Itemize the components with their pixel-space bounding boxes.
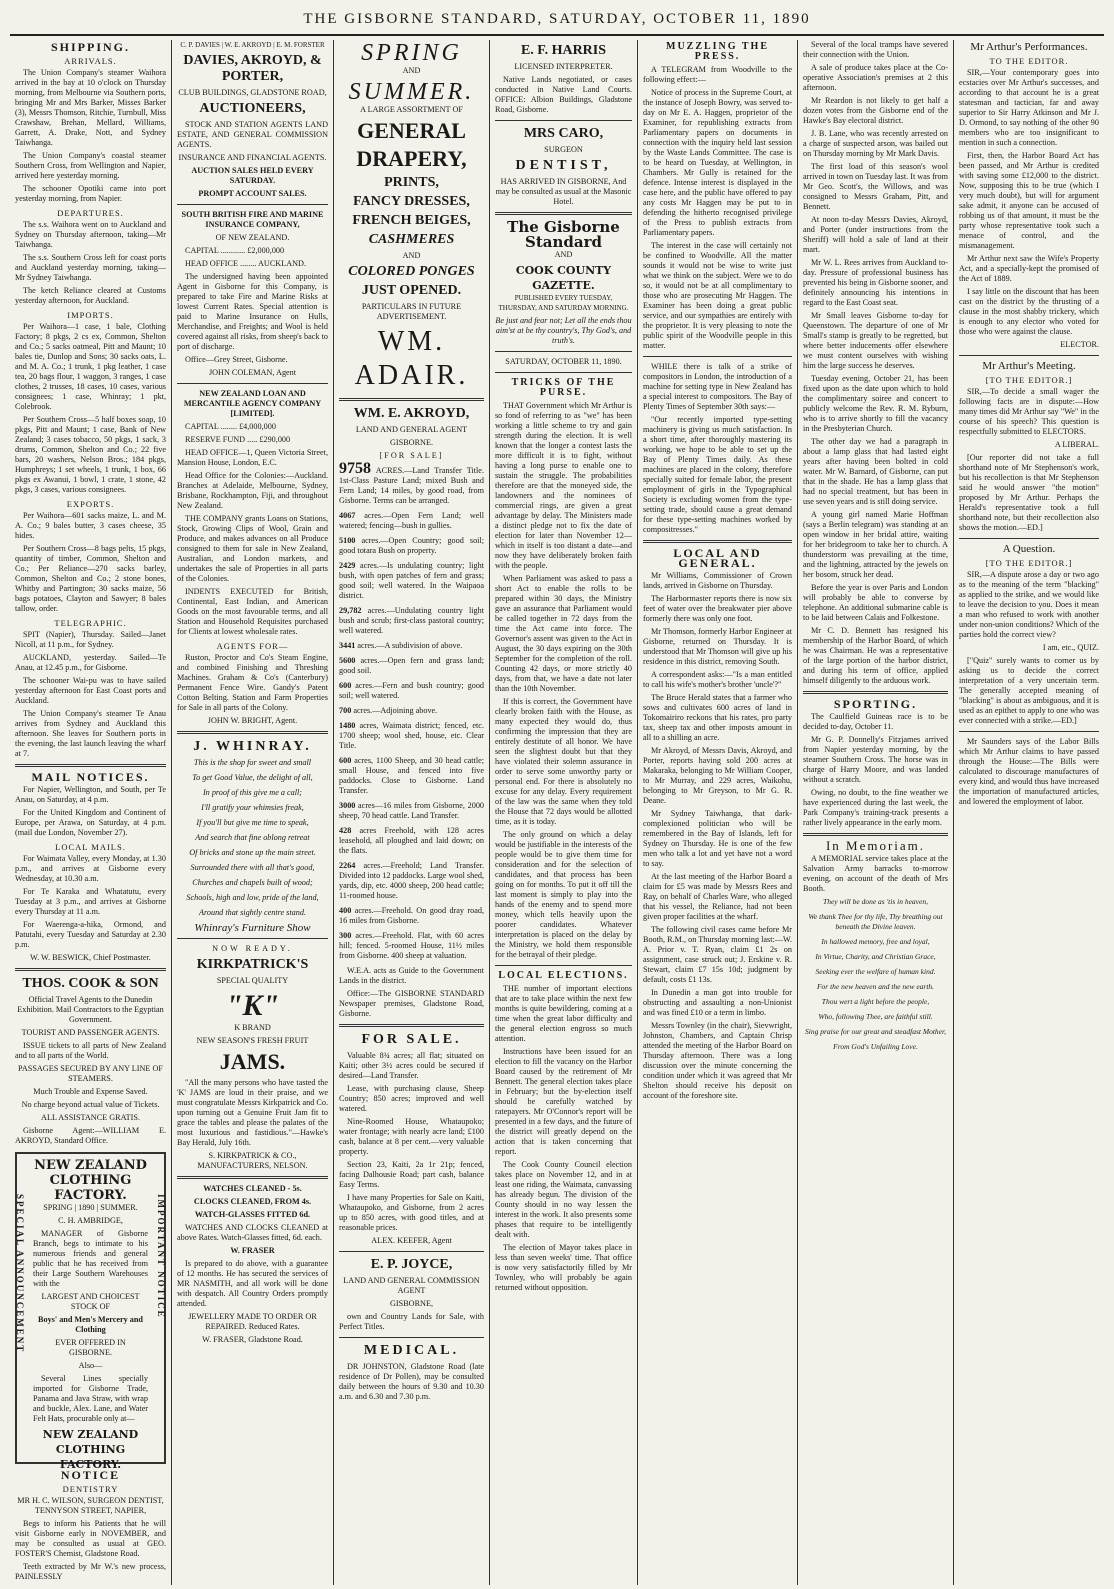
property-item: 9758 ACRES.—Land Transfer Title. 1st-Class Pasture Land; mixed Bush and Fern Land; 14 miles, by good road, from Gisborne. Terms can be arranged. <box>339 460 484 505</box>
column-5 <box>638 40 798 1585</box>
columns <box>10 40 1104 1585</box>
property-item: 2429 acres.—Is undulating country; light bush, with open patches of fern and grass; good soil; well watered. In the Waipaoa district. <box>339 561 485 600</box>
editorial-paragraph: When Parliament was asked to pass a short Act to enable the rolls to be prepared within 30 days, the Ministry gave an assurance that Parliament would be called together in 72 days from the time the Act came into force. The Governor's assent was given to the Act in August, the 30 days expiring on the 30th September for the completion of the roll. Counting 42 days, or more strictly 40 days, from that, we have a date not later than the 10th November. <box>495 574 632 693</box>
verse-line: In Virtue, Charity, and Christian Grace, <box>815 952 936 961</box>
joyce-name: E. P. JOYCE, <box>370 1257 453 1272</box>
sb-capital: CAPITAL ............ £2,000,000 <box>185 246 285 255</box>
departures-heading: DEPARTURES. <box>57 208 124 218</box>
letter-paragraph: I say little on the discount that has been cast on the district by the thrusting of a clause in the most shabby trickery, which is enough to any elector who voted for those who were against the clause. <box>959 287 1099 336</box>
clocks-price: CLOCKS CLEANED, FROM 4s. <box>193 1197 312 1206</box>
memoriam-intro: A MEMORIAL service takes place at the Salvation Army barracks to-morrow evening, on account of the death of Mrs Booth. <box>803 854 948 893</box>
local-item: J. B. Lane, who was recently arrested on a charge of suspected arson, was bailed out on Thursday morning by Mr Mark Davis. <box>803 129 948 158</box>
clothing-body: MANAGER of Gisborne Branch, begs to intimate to his numerous friends and general public that he has received from their Large Southern Warehouses with the <box>33 1229 148 1288</box>
agents-heading: AGENTS FOR— <box>216 641 289 651</box>
harris-sub: LICENSED INTERPRETER. <box>514 62 613 71</box>
cook-line: TOURIST AND PASSENGER AGENTS. <box>21 1028 160 1037</box>
local-item: The following civil cases came before Mr Booth, R.M., on Thursday morning last:—W. A. Prior v. T. Ryan, claim £1 2s on assignment, case struck out; J. Erskine v. R. Stewart, claim £7 15s 10d; judgment by default, costs £1 13s. <box>643 925 792 984</box>
wea-note: W.E.A. acts as Guide to the Government Lands in the district. <box>339 966 484 985</box>
agents-sign: JOHN W. BRIGHT, Agent. <box>207 716 298 725</box>
verse-line: Sing praise for our great and steadfast Mother, <box>805 1027 946 1036</box>
cook-line: Gisborne Agent:—WILLIAM E. AKROYD, Standard Office. <box>15 1126 166 1145</box>
local-item: Mr Small leaves Gisborne to-day for Queenstown. The departure of one of Mr Small's stamp is greatly to be regretted, but where better inducements offer elsewhere we must content ourselves with wishing him the large success he deserves. <box>803 311 948 370</box>
column-3 <box>334 40 490 1585</box>
editorial-paragraph: THAT Government which Mr Arthur is so fond of referring to as "we" has been working a little scheme to try and gain strength during the election. It is well known that the longer a contest lasts the more difficult it is to fight, without having a long purse to enable one to sustain the struggle. The probabilities therefore are that the moneyed side, the landowners and the nominees of commercial rings, are given a great advantage by delay. The Ministers made a distinct pledge not to fix the date of election for later than November 12—which in itself is too distant a date—and now they have deliberately broken faith with the people. <box>495 401 632 570</box>
cook-line: Official Travel Agents to the Dunedin Exhibition. Mail Contractors to the Egyptian Government. <box>17 995 164 1024</box>
divider <box>803 691 948 694</box>
property-item: 5600 acres.—Open fern and grass land; good soil. <box>339 656 485 675</box>
verse-line: They will be done as 'tis in heaven, <box>823 897 928 906</box>
fraser-name: W. FRASER <box>230 1246 275 1255</box>
partners: C. P. DAVIES | W. E. AKROYD | E. M. FORSTER <box>180 41 325 49</box>
joyce-gisborne: GISBORNE, <box>390 1299 433 1308</box>
editorial-paragraph: If this is correct, the Government have clearly broken faith with the House, as many expected they would do, thus confirming the impression that they are entirely destitute of all honor. We have seen the slightest doubt but that they have violated their solemn assurance in order to serve some unworthy party or personal end. For there is absolutely no excuse for any delay. Every requirement of the law was the same when they told the House that 72 days would be allotted time, as it is today. <box>495 697 632 826</box>
telegraphic-item: AUCKLAND, yesterday. Sailed—Te Anau, at 12.45 p.m., for Gisborne. <box>15 653 166 672</box>
divider <box>177 1176 328 1179</box>
verse-line: Surrounded there with all that's good, <box>190 863 315 872</box>
local-elections-heading: LOCAL ELECTIONS. <box>498 970 629 981</box>
meeting-heading: Mr Arthur's Meeting. <box>982 360 1076 372</box>
telegraphic-item: The schooner Wai-pu was to have sailed yesterday afternoon for East Coast ports and Auckland. <box>15 676 166 705</box>
jams: JAMS. <box>219 1049 286 1074</box>
mail-item: For Waimata Valley, every Monday, at 1.30 p.m., and arrives at Gisborne every Wednesday, at 10.30 a.m. <box>15 854 166 883</box>
verse-line: If you'll but give me time to speak, <box>196 818 309 827</box>
clothing-footer: NEW ZEALAND CLOTHING FACTORY. <box>42 1428 139 1471</box>
watches-price: WATCHES CLEANED - 5s. <box>203 1184 302 1193</box>
joyce-sub: LAND AND GENERAL COMMISSION AGENT <box>343 1276 480 1295</box>
fraser-more: Is prepared to do above, with a guarantee of 12 months. He has secured the services of MR NASMITH, and all work will be done with despatch. All Country Orders promptly attended. <box>177 1259 328 1308</box>
notice-heading: NOTICE <box>60 1468 121 1482</box>
letter-paragraph: SIR,—To decide a small wager the following facts are in dispute:—How many times did Mr Arthur say "We" in the course of his speech? This question is respectfully submitted to ELECTORS. <box>959 387 1099 436</box>
akroyd-name: WM. E. AKROYD, <box>353 406 470 421</box>
insurance: INSURANCE AND FINANCIAL AGENTS. <box>178 153 327 162</box>
sb-body: The undersigned having been appointed Agent in Gisborne for this Company, is prepared to take Fire and Marine Risks at lowest Current Rates. Special attention is paid to Marine Insurance on Hulls, Merchandise, and Freights; and Wool is held covered against all risks, from sheep's back to port of discharge. <box>177 272 328 351</box>
whinray-verse <box>177 758 328 918</box>
cook-line: No charge beyond actual value of Tickets. <box>21 1100 160 1109</box>
sb-sub: OF NEW ZEALAND. <box>215 233 290 242</box>
harris-name: E. F. HARRIS <box>520 43 607 58</box>
divider <box>339 1024 484 1027</box>
dentist-line: Begs to inform his Patients that he will visit Gisborne early in NOVEMBER, and may be consulted as usual at GEO. FOSTER'S Chemist, Gladstone Road. <box>15 1519 166 1558</box>
clothing-season: SPRING | 1890 | SUMMER. <box>43 1203 138 1212</box>
divider <box>177 938 328 939</box>
editorial-paragraph: The only ground on which a delay would be justifiable in the interests of the people would be to give them time for consideration and for the selection of candidates, and that process has been going on for months. To put it off till the last moment is simply to play into the hands of the enemy and to spend more money, which tells heavily upon the poorer candidates. Whatever interpretation is placed on the delay by the Ministry, we hold them responsible for the betrayal of their pledge. <box>495 830 632 959</box>
harris-body: Native Lands negotiated, or cases conducted in Native Land Courts. OFFICE: Albion Buildings, Gladstone Road, Gisborne. <box>495 75 632 114</box>
sporting-heading: SPORTING. <box>833 697 918 711</box>
muzzling-heading: MUZZLING THE PRESS. <box>666 41 769 62</box>
arrival-item: The Union Company's steamer Waihora arrived in the bay at 10 o'clock on Thursday morning, from Melbourne via Southern ports, bringing Mr and Mrs Barker, Misses Barker (3), Messrs Thomson, Ritchie, Turnbull, Miss Crawshaw, Brehan, Mellard, Williams, Garrett, A. Drake, Nott, and Sydney Taiwhanga. <box>15 68 166 147</box>
medical-body: DR JOHNSTON, Gladstone Road (late residence of Dr Pollen), may be consulted daily between the hours of 9.30 and 10.30 a.m. and 6.30 and 7.30 p.m. <box>339 1362 484 1401</box>
property-item: 400 acres.—Freehold. On good dray road, 16 miles from Gisborne. <box>339 906 484 925</box>
divider <box>643 540 792 543</box>
question-heading: A Question. <box>1002 543 1056 555</box>
imports-heading: IMPORTS. <box>67 310 114 320</box>
verse-line: Who, following Thee, are faithful still. <box>818 1012 933 1021</box>
cashmeres: CASHMERES <box>368 232 455 247</box>
property-item: 3441 acres.—A subdivision of above. <box>339 641 463 650</box>
clothing-goods: Boys' and Men's Mercery and Clothing <box>38 1315 143 1334</box>
muzzling-paragraph: A TELEGRAM from Woodville to the following effect:— <box>643 65 792 84</box>
verse-line: And search that fine oblong retreat <box>195 833 310 842</box>
mail-item: For the United Kingdom and Continent of Europe, per Arawa, on Saturday, at 4 p.m. (mail due London, November 27). <box>15 808 166 837</box>
local-mails-heading: LOCAL MAILS. <box>55 842 126 852</box>
verse-line: From God's Unfailing Love. <box>833 1042 918 1051</box>
verse-line: I'll gratify your whimsies freak, <box>201 803 304 812</box>
vertical-notice: IMPORTANT NOTICE <box>156 1194 166 1319</box>
cook-line: Much Trouble and Expense Saved. <box>33 1087 148 1096</box>
auctioneers: AUCTIONEERS, <box>199 101 306 116</box>
memoriam-verse <box>803 897 948 1052</box>
divider <box>495 120 632 121</box>
divider <box>177 204 328 205</box>
elections-paragraph: Instructions have been issued for an election to fill the vacancy on the Harbor Board caused by the retirement of Mr Bennett. The general election takes place in February; but the by-election itself should be carefully watched by ratepayers. Mr O'Connor's report will be presented in a few days, and the future of the district will greatly depend on the action that is taken concerning that report. <box>495 1047 632 1156</box>
paper-pub: PUBLISHED EVERY TUESDAY, THURSDAY, AND SATURDAY MORNING. <box>498 294 629 312</box>
mail-heading: MAIL NOTICES. <box>31 770 150 784</box>
arrival-item: The Union Company's coastal steamer Southern Cross, from Wellington and Napier, arrived here yesterday morning. <box>15 151 166 180</box>
local-general-heading: LOCAL AND GENERAL. <box>673 546 762 570</box>
fraser-sign: W. FRASER, Gladstone Road. <box>202 1335 303 1344</box>
property-list <box>339 460 485 961</box>
medical-heading: MEDICAL. <box>363 1343 460 1358</box>
local-item: A sale of produce takes place at the Co-operative Association's premises at 2 this afternoon. <box>803 63 948 92</box>
local-item: At the last meeting of the Harbor Board a claim for £5 was made by Messrs Rees and Ray, on behalf of Charles Ware, who alleged that his vessel, the Reliance, had not been given proper facilities at the wharf. <box>643 872 792 921</box>
divider <box>803 833 948 836</box>
verse-line: We thank Thee for thy life, Thy breathing out beneath the Divine leaven. <box>808 912 943 931</box>
nzl-body: THE COMPANY grants Loans on Stations, Stock, Growing Clips of Wool, Grain and Produce, and makes advances on all Produce consigned to them for sale in New Zealand, Australian, and London markets, and undertakes the sale of Properties in all parts of the Colonies. <box>177 514 328 583</box>
property-item: 4067 acres.—Open Fern Land; well watered; fencing—bush in gullies. <box>339 511 484 530</box>
local-item: Mr Akroyd, of Messrs Davis, Akroyd, and Porter, reports having sold 200 acres at Makaraka, belonging to Mr William Cooper, to Mr Murray, and 229 acres, Waikohu, belonging to Mr Greyson, to Mr G. R. Deane. <box>643 746 792 805</box>
vertical-announcement: SPECIAL ANNOUNCEMENT <box>15 1194 25 1354</box>
mail-item: For Napier, Wellington, and South, per Te Anau, on Saturday, at 4 p.m. <box>15 785 166 804</box>
nzl-capital: CAPITAL ........ £4,000,000 <box>185 422 276 431</box>
sporting-item: Owing, no doubt, to the fine weather we have experienced during the last week, the Park Company's training-track presents a rather lively appearance in the early morn. <box>803 788 948 827</box>
fraser-jewel: JEWELLERY MADE TO ORDER OR REPAIRED. Reduced Rates. <box>188 1312 317 1331</box>
verse-line: In hallowed memory, free and loyal, <box>821 937 930 946</box>
verse-line: For the new heaven and the new earth. <box>816 982 935 991</box>
glasses-price: WATCH-GLASSES FITTED 6d. <box>194 1210 311 1219</box>
divider <box>959 538 1099 539</box>
clothing-also-body: Several Lines specially imported for Gisborne Trade, Panama and Java Straw, with wrap and buckle, Alex. Lane, and Water Felt Hats, procurable only at— <box>33 1374 148 1423</box>
nzl-title: NEW ZEALAND LOAN AND MERCANTILE AGENCY COMPANY [LIMITED]. <box>183 389 322 418</box>
letter-paragraph: SIR,—Your contemporary goes into ecstacies over Mr Arthur's successes, and according to that account he is a great statesman and tactician, far and away superior to Sir Harry Atkinson and Mr J. D. Ormond, to say nothing of the other 90 members who are too insignificant to mention in such a connection. <box>959 68 1099 147</box>
particulars: PARTICULARS IN FUTURE ADVERTISEMENT. <box>361 302 462 321</box>
column-2 <box>172 40 334 1585</box>
divider <box>959 355 1099 356</box>
local-item: The Harbormaster reports there is now six feet of water over the breakwater pier above formerly there was only one foot. <box>643 594 792 623</box>
editor-note: ["Quiz" surely wants to corner us by asking us to decide the correct interpretation of a very uncertain term. The generally accepted meaning of "blacking" is about as ambiguous, and it is used as an epithet to apply to one who was ever connected with a strike.—ED.] <box>959 656 1099 725</box>
column-4 <box>490 40 638 1585</box>
adair-name: WM. ADAIR. <box>354 326 469 391</box>
clothing-ever: EVER OFFERED IN GISBORNE. <box>55 1338 126 1357</box>
just-opened: JUST OPENED. <box>361 283 462 298</box>
muzzling-paragraph: "Our recently imported type-setting machinery is giving us much satisfaction. In a short time, after thoroughly mastering its working, we hope to be able to set up the Bay of Plenty Times daily. As these machines are placed in the colony, therefore specially suited for female labor, the present employment of girls in the Typographical Society is excluding women from the type-setting trade, should cause a great demand for these type-setting machines worked by compositresses." <box>643 415 792 534</box>
kirk-k: "K" <box>225 989 280 1022</box>
saunders-paragraph: Mr Saunders says of the Labor Bills which Mr Arthur claims to have passed through the House:—The Bills were calculated to discourage manufactures of every kind, and would thus have increased the importation of manufactured articles, and lowered the employment of labor. <box>959 737 1099 806</box>
property-item: 428 acres Freehold, with 128 acres leasehold, all ploughed and laid down; on the flats. <box>339 826 484 855</box>
local-item: Mr Thomson, formerly Harbor Engineer at Gisborne, returned on Thursday. It is understood that Mr Thomson will give up his residence in this district, removing South. <box>643 627 792 666</box>
akroyd-sub: LAND AND GENERAL AGENT <box>355 425 468 434</box>
sb-sign: JOHN COLEMAN, Agent <box>208 368 297 377</box>
auction-body: STOCK AND STATION AGENTS LAND ESTATE, AND GENERAL COMMISSION AGENTS. <box>177 120 328 149</box>
sale-item: Lease, with purchasing clause, Sheep Country; 850 acres; improved and well watered. <box>339 1084 484 1113</box>
shipping-heading: SHIPPING. <box>50 40 130 54</box>
letter-signature: A LIBERAL. <box>1054 440 1099 449</box>
clothing-also: Also— <box>78 1361 103 1370</box>
divider <box>643 356 792 357</box>
exports-heading: EXPORTS. <box>66 499 115 509</box>
for-sale-2: FOR SALE. <box>361 1032 462 1047</box>
divider <box>339 1337 484 1338</box>
divider <box>177 731 328 734</box>
verse-line: Around that sightly centre stand. <box>199 908 306 917</box>
drapery: DRAPERY, <box>356 146 467 171</box>
nzl-reserve: RESERVE FUND ..... £290,000 <box>185 435 291 444</box>
letter-signature: ELECTOR. <box>1060 340 1099 349</box>
elections-paragraph: THE number of important elections that are to take place within the next few months is quite bewildering, coming at a time when the great labor difficulty and the general election engross so much attention. <box>495 984 632 1043</box>
letter-paragraph: First, then, the Harbor Board Act has been passed, and Mr Arthur is credited with saving some £12,000 to the district. Now, supposing this to be true (which I very much doubt), but will for argument sake admit, it anyone can be accused of robbing us of that amount, it must be the party whose representative took such a menace of control, and the mismanagement. <box>959 151 1099 250</box>
fraser-body: WATCHES AND CLOCKS CLEANED at above Rates. Watch-Glasses fitted, 6d. each. <box>177 1223 328 1242</box>
local-item: Before the year is over Paris and London will probably be able to converse by telephone. An additional submarine cable is to be laid between Calais and Folkestone. <box>803 583 948 622</box>
now-ready: NOW READY. <box>212 944 293 953</box>
divider <box>177 383 328 384</box>
spring: SPRING <box>361 40 462 66</box>
paper-gazette: COOK COUNTY GAZETTE. <box>515 264 612 292</box>
verse-line: Churches and chapels built of wood; <box>192 878 313 887</box>
clothing-title-1: NEW ZEALAND <box>34 1158 147 1173</box>
property-item: 5100 acres.—Open Country; good soil; good totara Bush on property. <box>339 536 484 555</box>
muzzling-paragraph: WHILE there is talk of a strike of compositors in London, the introduction of a machine for setting type in New Zealand has a special interest to compositors. The Bay of Plenty Times of September 30th says:— <box>643 362 792 411</box>
property-item: 600 acres, 1100 Sheep, and 30 head cattle; small House, and fenced into five paddocks. Close to Gisborne. Land Transfer. <box>339 756 484 795</box>
divider <box>495 212 632 215</box>
elections-paragraph: The Cook County Council election takes place on November 12, and in at least one riding, the Waimata, canvassing has already begun. The division of the County should in no way lessen the interest in the work. It also presents some phases that require to be intelligently dealt with. <box>495 1160 632 1239</box>
local-item: Messrs Townley (in the chair), Sievwright, Johnston, Chambers, and Captain Chrisp attended the meeting of the Harbor Board on Thursday afternoon. There was a long discussion over the minute concerning the condition under which it was agreed that Mr Shelton should receive his deposit on account of the foreshore site. <box>643 1021 792 1100</box>
clothing-manager: C. H. AMBRIDGE, <box>58 1216 123 1225</box>
local-item: Mr Sydney Taiwhanga, that dark-complexioned politician who will be remembered in the Bay of Islands, left for Sydney on Thursday. He is one of the few men who talk a lot and yet have not a word to say. <box>643 809 792 868</box>
divider <box>495 965 632 966</box>
agents-body: Ruston, Proctor and Co's Steam Engine, and combined Finishing and Threshing Machines. Graham & Co's (Canterbury) Permanent Fence Wire. Gandy's Patent Cotton Belting. Station and Farm Properties for Sale in all parts of the Colony. <box>177 653 328 712</box>
telegraphic-item: SPIT (Napier), Thursday. Sailed—Janet Nicoll, at 11 p.m., for Sydney. <box>15 630 166 649</box>
divider <box>15 968 166 971</box>
local-item: A correspondent asks:—"Is a man entitled to call his wife's mother's brother 'uncle'?" <box>643 670 792 689</box>
paper-title: The Gisborne Standard <box>507 218 620 251</box>
sale-item: Valuable 8¾ acres; all flat; situated on Kaiti; other 3½ acres could be secured if desired—Land Transfer. <box>339 1051 484 1080</box>
general: GENERAL <box>357 118 466 143</box>
paper-and: AND <box>554 250 573 259</box>
cook-line: ALL ASSISTANCE GRATIS. <box>41 1113 140 1122</box>
local-item: At noon to-day Messrs Davies, Akroyd, and Porter (under instructions from the Sheriff) will hold a sale of land at their mart. <box>803 215 948 254</box>
muzzling-paragraph: Notice of process in the Supreme Court, at the instance of Joseph Bowry, was served to-day on Mr E. A. Haggen, proprietor of the Examiner, for republishing extracts from Parliamentary papers on documents in connection with the inquiry held last session by the Waste Lands Committee. The case is to be heard on Tuesday, at Wellington, in Chambers. Mr Gully is retained for the defence. Intense interest is displayed in the case here, and the public have offered to pay any costs Mr Haggen may be put to in defending the hitherto recognised privilege of the Press to publish extracts from Parliamentary papers. <box>643 88 792 237</box>
caro-sub: SURGEON <box>544 145 583 154</box>
column-6 <box>798 40 954 1585</box>
local-item: Mr Williams, Commissioner of Crown lands, arrived in Gisborne on Thursday. <box>643 571 792 590</box>
summer: SUMMER. <box>348 79 475 105</box>
elections-paragraph: The election of Mayor takes place in less than seven weeks' time. That office is now very satisfactorily filled by Mr Townley, who will probably be again returned without opposition. <box>495 1243 632 1292</box>
local-item: The Bruce Herald states that a farmer who sows and cultivates 600 acres of land in Tokomairiro reckons that his rates, pro party tax, sheep tax and other imposts amount in all to a shilling an acre. <box>643 693 792 742</box>
import-item: Per Waihora—1 case, 1 bale, Clothing Factory; 8 pkgs, 2 cs ex, Common, Shelton and Co.; 5 sacks oatmeal, Pitt and Maunt; 10 bales tie, Dunlop and Sons; 30 sacks oats, L. and M. A. Co.; 1 trunk, 1 pkg leather, 1 case tea, 20 bags flour, 1 waggon, 3 ranges, 1 case clothes, 2 trusses, 18 cases, 10 cases, various consignees; 1 case, Whinray; 1 pkt, Colebrook. <box>15 322 166 411</box>
sales: AUCTION SALES HELD EVERY SATURDAY. <box>191 166 314 185</box>
sale-item: Section 23, Kaiti, 2a 1r 21p; fenced, facing Dalhousie Road; part cash, balance Easy Terms. <box>339 1160 484 1189</box>
fancy-dresses: FANCY DRESSES, <box>353 194 470 209</box>
sb-addr: Office—Grey Street, Gisborne. <box>185 355 288 364</box>
mail-signature: W. W. BESWICK, Chief Postmaster. <box>30 953 151 962</box>
firm-name: DAVIES, AKROYD, & PORTER, <box>183 53 322 84</box>
cook-line: PASSAGES SECURED BY ANY LINE OF STEAMERS. <box>18 1064 163 1083</box>
perf-to: TO THE EDITOR. <box>989 56 1069 66</box>
verse-line: Schools, high and low, pride of the land, <box>186 893 319 902</box>
nzl-body: Head Office for the Colonies:—Auckland. Branches at Adelaide, Melbourne, Sydney, Brisbane, Rockhampton, Fiji, and throughout New Zealand. <box>177 471 328 510</box>
local-item: Mr W. L. Rees arrives from Auckland to-day. Pressure of professional business has prevented his being in Gisborne sooner, and definitely announcing his intentions in regard to the East Coast seat. <box>803 258 948 307</box>
clothing-title-2: CLOTHING FACTORY. <box>49 1173 132 1203</box>
divider <box>15 764 166 767</box>
arrivals-heading: ARRIVALS. <box>64 56 117 66</box>
local-item: Mr Reardon is not likely to get half a dozen votes from the Gisborne end of the Hawke's Bay electoral district. <box>803 96 948 125</box>
telegraphic-heading: TELEGRAPHIC. <box>54 618 127 628</box>
import-item: Per Southern Cross—5 half boxes soap, 10 pkgs, Pitt and Maunt; 1 case, Bank of New Zealand; 3 cases tobacco, 50 pkgs, 1 sack, 3 drums, Common, Shelton and Co.; 22 five bars, 20 washers, Nelson Bros.; 184 pkgs, Humphreys; 1 set wheels, 1 trunk, 1 box, 66 pkgs ex Awanui, 1 bowl, 1 crate, 1 stone, 42 pkgs, 3 cases, various consignees. <box>15 415 166 494</box>
question-to: [TO THE EDITOR.] <box>985 558 1073 568</box>
divider <box>339 1251 484 1252</box>
nzl-body: HEAD OFFICE—1, Queen Victoria Street, Mansion House, London, E.C. <box>177 448 328 467</box>
local-item: The other day we had a paragraph in about a lamp glass that had lasted eight years after having been bolted in cold water. Mr W. Barnard, of Gisborne, can put that in the shade. He has a lamp glass that had no special treatment, but has been in use seven years and is still doing service. <box>803 437 948 506</box>
dentist-line: Teeth extracted by Mr W.'s new process, PAINLESSLY <box>15 1562 166 1581</box>
column-7 <box>954 40 1104 1585</box>
kirk-firm: S. KIRKPATRICK & CO., MANUFACTURERS, NELSON. <box>197 1151 308 1170</box>
sale-item: Nine-Roomed House, Whataupoko; water frontage; with nearly acre land; £100 cash, balance at 8 per cent.—very valuable property. <box>339 1117 484 1156</box>
sporting-item: Mr G. P. Donnelly's Fitzjames arrived from Napier yesterday morning, by the steamer Southern Cross. The horse was in charge of Harry Moore, and was landed without a scratch. <box>803 735 948 784</box>
caro-name: MRS CARO, <box>523 126 604 141</box>
export-item: Per Southern Cross—8 bags pelts, 15 pkgs, quantity of timber, Common, Shelton and Co.; Per Reliance—270 sacks barley, Common, Shelton and Co.; 2 stone bones, Whitby and Partington; 30 sacks maize, 56 bags potatoes, Clayton and Sawyer; 8 bales tallow, order. <box>15 544 166 613</box>
whinray-heading: J. WHINRAY. <box>193 739 312 754</box>
dentist-word: DENTIST, <box>515 158 612 173</box>
local-item: Mr C. D. Bennett has resigned his membership of the Harbor Board, of which he was Chairman. He was a representative of the large portion of the harbor district, and during his term of office, applied himself diligently to the arduous work. <box>803 626 948 685</box>
nzl-body: INDENTS EXECUTED for British, Continental, East Indian, and American Goods on the most favourable terms, and all Station and Household Requisites purchased for Clients at lowest wholesale rates. <box>177 587 328 636</box>
sb-title: SOUTH BRITISH FIRE AND MARINE INSURANCE COMPANY, <box>181 210 324 229</box>
property-item: 700 acres.—Adjoining above. <box>339 706 438 715</box>
verse-line: This is the shop for sweet and small <box>193 758 312 767</box>
kirk-special: SPECIAL QUALITY <box>216 976 289 985</box>
divider <box>959 731 1099 732</box>
divider <box>495 351 632 352</box>
letter-signature: I am, etc., QUIZ. <box>1042 643 1099 652</box>
divider <box>339 398 484 401</box>
local-item: In Dunedin a man got into trouble for obstructing and assaulting a non-Unionist and was fined £10 or a term in limbo. <box>643 988 792 1017</box>
assortment: A LARGE ASSORTMENT OF <box>360 105 463 114</box>
wea-office: Office:—The GISBORNE STANDARD Newspaper premises, Gladstone Road, Gisborne. <box>339 989 484 1018</box>
akroyd-gisborne: GISBORNE. <box>390 438 433 447</box>
arrival-item: The schooner Opotiki came into port yesterday morning, from Napier. <box>15 184 166 203</box>
meeting-to: [TO THE EDITOR.] <box>985 375 1073 385</box>
telegraphic-item: The Union Company's steamer Te Anau arrives from Sydney and Auckland this afternoon. She leaves for Southern ports in the evening, the last launch leaving the wharf at 7. <box>15 709 166 758</box>
export-item: Per Waihora—601 sacks maize, L. and M. A. Co.; 9 bales butter, 3 cases cheese, 35 hides. <box>15 511 166 540</box>
dentistry-heading: DENTISTRY <box>62 1484 119 1494</box>
kirk-brand: K BRAND <box>234 1023 271 1032</box>
issue-date: SATURDAY, OCTOBER 11, 1890. <box>505 357 622 366</box>
kirk-title: KIRKPATRICK'S <box>196 957 309 972</box>
verse-line: To get Good Value, the delight of all, <box>192 773 313 782</box>
editor-note: [Our reporter did not take a full shorthand note of Mr Stephenson's work, but his recollection is that Mr Stephenson said he would answer "the motion" proposed by Mr Arthur. Perhaps the Herald's representative took a full shorthand note, but their recollection also shows the motion.—ED.] <box>959 453 1099 532</box>
prints: PRINTS, <box>384 175 439 190</box>
letter-paragraph: SIR,—A dispute arose a day or two ago as to the meaning of the term "blacking" as applied to the strike, and we would like to leave the decision to you. Does it mean a man who refused to work with another under non-union conditions? Which of the parties hold the correct view? <box>959 570 1099 639</box>
joyce-body: own and Country Lands for Sale, with Perfect Titles. <box>339 1312 484 1331</box>
french-beiges: FRENCH BEIGES, <box>352 213 471 228</box>
memoriam-heading: In Memoriam. <box>825 838 926 853</box>
verse-line: Thou wert a light before the people, <box>821 997 930 1006</box>
perf-heading: Mr Arthur's Performances. <box>970 41 1088 53</box>
column-1 <box>10 40 172 1585</box>
cook-line: ISSUE tickets to all parts of New Zealand and to all parts of the World. <box>15 1041 166 1060</box>
kirk-body: "All the many persons who have tasted the 'K' JAMS are loud in their praise, and we must congratulate Messrs Kirkpatrick and Co. upon turning out a Genuine Fruit Jam fit to grace the tables and please the palates of the most luxurious and fastidious."—Hawke's Bay Herald, July 16th. <box>177 1078 328 1147</box>
kirk-season: NEW SEASON'S FRESH FRUIT <box>196 1036 309 1045</box>
local-item: A young girl named Marie Hoffman (says a Berlin telegram) was standing at an open window in her bridal attire, waiting for her bridegroom to take her to church. A thunderstorm was prevailing at the time, and the lightning, attracted by the jewels on her bosom, struck her dead. <box>803 510 948 579</box>
property-item: 600 acres.—Fern and bush country; good soil; well watered. <box>339 681 485 700</box>
for-sale: [FOR SALE] <box>379 451 444 460</box>
local-item: Tuesday evening, October 21, has been fixed upon as the date upon which to hold the complimentary soiree and concert to publicly welcome the Rev. R. M. Ryburn, who is to arrive shortly to fill the vacancy in the Presbyterian Church. <box>803 374 948 433</box>
verse-line: Of bricks and stone up the main street. <box>189 848 316 857</box>
property-item: 29,782 acres.—Undulating country light bush and scrub; first-class pastoral country; well watered. <box>339 606 484 635</box>
motto: Be just and fear not; Let all the ends thou aim'st at be thy country's, Thy God's, and truth's. <box>495 316 632 345</box>
property-item: 3000 acres—16 miles from Gisborne, 2000 sheep, 70 head cattle. Land Transfer. <box>339 801 485 820</box>
departure-item: The s.s. Waihora went on to Auckland and Sydney on Thursday afternoon, taking—Mr Taiwhanga. <box>15 220 166 249</box>
sale-item: I have many Properties for Sale on Kaiti, Whataupoko, and Gisborne, from 2 acres up to 850 acres, with good titles, and at reasonable prices. <box>339 1193 484 1232</box>
cook-heading: THOS. COOK & SON <box>22 976 159 991</box>
departure-item: The s.s. Southern Cross left for coast ports and Auckland yesterday morning, taking—Mr Sydney Taiwhanga. <box>15 253 166 282</box>
tricks-heading: TRICKS OF THE PURSE. <box>511 377 616 398</box>
whinray-show: Whinray's Furniture Show <box>194 922 311 934</box>
muzzling-paragraph: The interest in the case will certainly not be confined to Woodville. All the matter sounds it would not be wise to write just what we think on the subject. Were we to do so, it would not be at all complimentary to those who are prosecuting Mr Haggen. The Examiner has been doing a great public service, and our sympathies are entirely with the proprietor. It is very pleasing to note the public spirit of the Woodville people in this matter. <box>643 241 792 350</box>
prompt: PROMPT ACCOUNT SALES. <box>198 189 307 198</box>
local-item: Several of the local tramps have severed their connection with the Union. <box>803 40 948 59</box>
sporting-item: The Caulfield Guineas race is to be decided to-day, October 11. <box>803 712 948 731</box>
local-item: The first load of this season's wool arrived in town on Tuesday last. It was from Mr Geo. Scott's, the Willows, and was consigned to Messrs Graham, Pitt, and Bennett. <box>803 162 948 211</box>
colored-ponges: COLORED PONGES <box>348 264 475 279</box>
property-item: 300 acres.—Freehold. Flat, with 60 acres hill; fenced. 5-roomed House, 11½ miles from Gisborne. 400 sheep at valuation. <box>339 931 485 960</box>
firm-address: CLUB BUILDINGS, GLADSTONE ROAD, <box>178 88 327 97</box>
departure-item: The ketch Reliance cleared at Customs yesterday afternoon, for Auckland. <box>15 286 166 305</box>
and-word: AND <box>402 251 421 260</box>
mail-item: For Te Karaka and Whatatutu, every Tuesday at 3 p.m., and arrives at Gisborne every Thursday at 11 a.m. <box>15 887 166 916</box>
property-item: 2264 acres.—Freehold; Land Transfer. Divided into 12 paddocks. Large wool shed, yards, dip, etc. 4000 sheep, 200 head cattle; 11-roomed house. <box>339 861 485 900</box>
divider <box>495 372 632 373</box>
masthead: THE GISBORNE STANDARD, SATURDAY, OCTOBER 11, 1890 <box>10 8 1104 36</box>
letter-paragraph: Mr Arthur next saw the Wife's Property Act, and a specially-kept the promised of the Act of 1889. <box>959 254 1099 283</box>
clothing-largest: LARGEST AND CHOICEST STOCK OF <box>41 1292 140 1311</box>
dentist-line: MR H. C. WILSON, SURGEON DENTIST, TENNYSON STREET, NAPIER, <box>17 1496 164 1515</box>
caro-body: HAS ARRIVED IN GISBORNE, And may be consulted as usual at the Masonic Hotel. <box>495 177 632 206</box>
and-word: AND <box>402 66 421 75</box>
property-item: 1480 acres, Waimata district; fenced, etc. 1700 sheep; wool shed, house, etc. Clear Title. <box>339 721 484 750</box>
mail-item: For Waerenga-a-hika, Ormond, and Patutahi, every Tuesday and Saturday at 2.30 p.m. <box>15 920 166 949</box>
verse-line: In proof of this give me a call; <box>202 788 303 797</box>
sb-head: HEAD OFFICE ........ AUCKLAND. <box>185 259 306 268</box>
verse-line: Seeking ever the welfare of human kind. <box>815 967 936 976</box>
sale-sign: ALEX. KEEFER, Agent <box>371 1236 452 1245</box>
clothing-factory-ad <box>15 1152 166 1471</box>
